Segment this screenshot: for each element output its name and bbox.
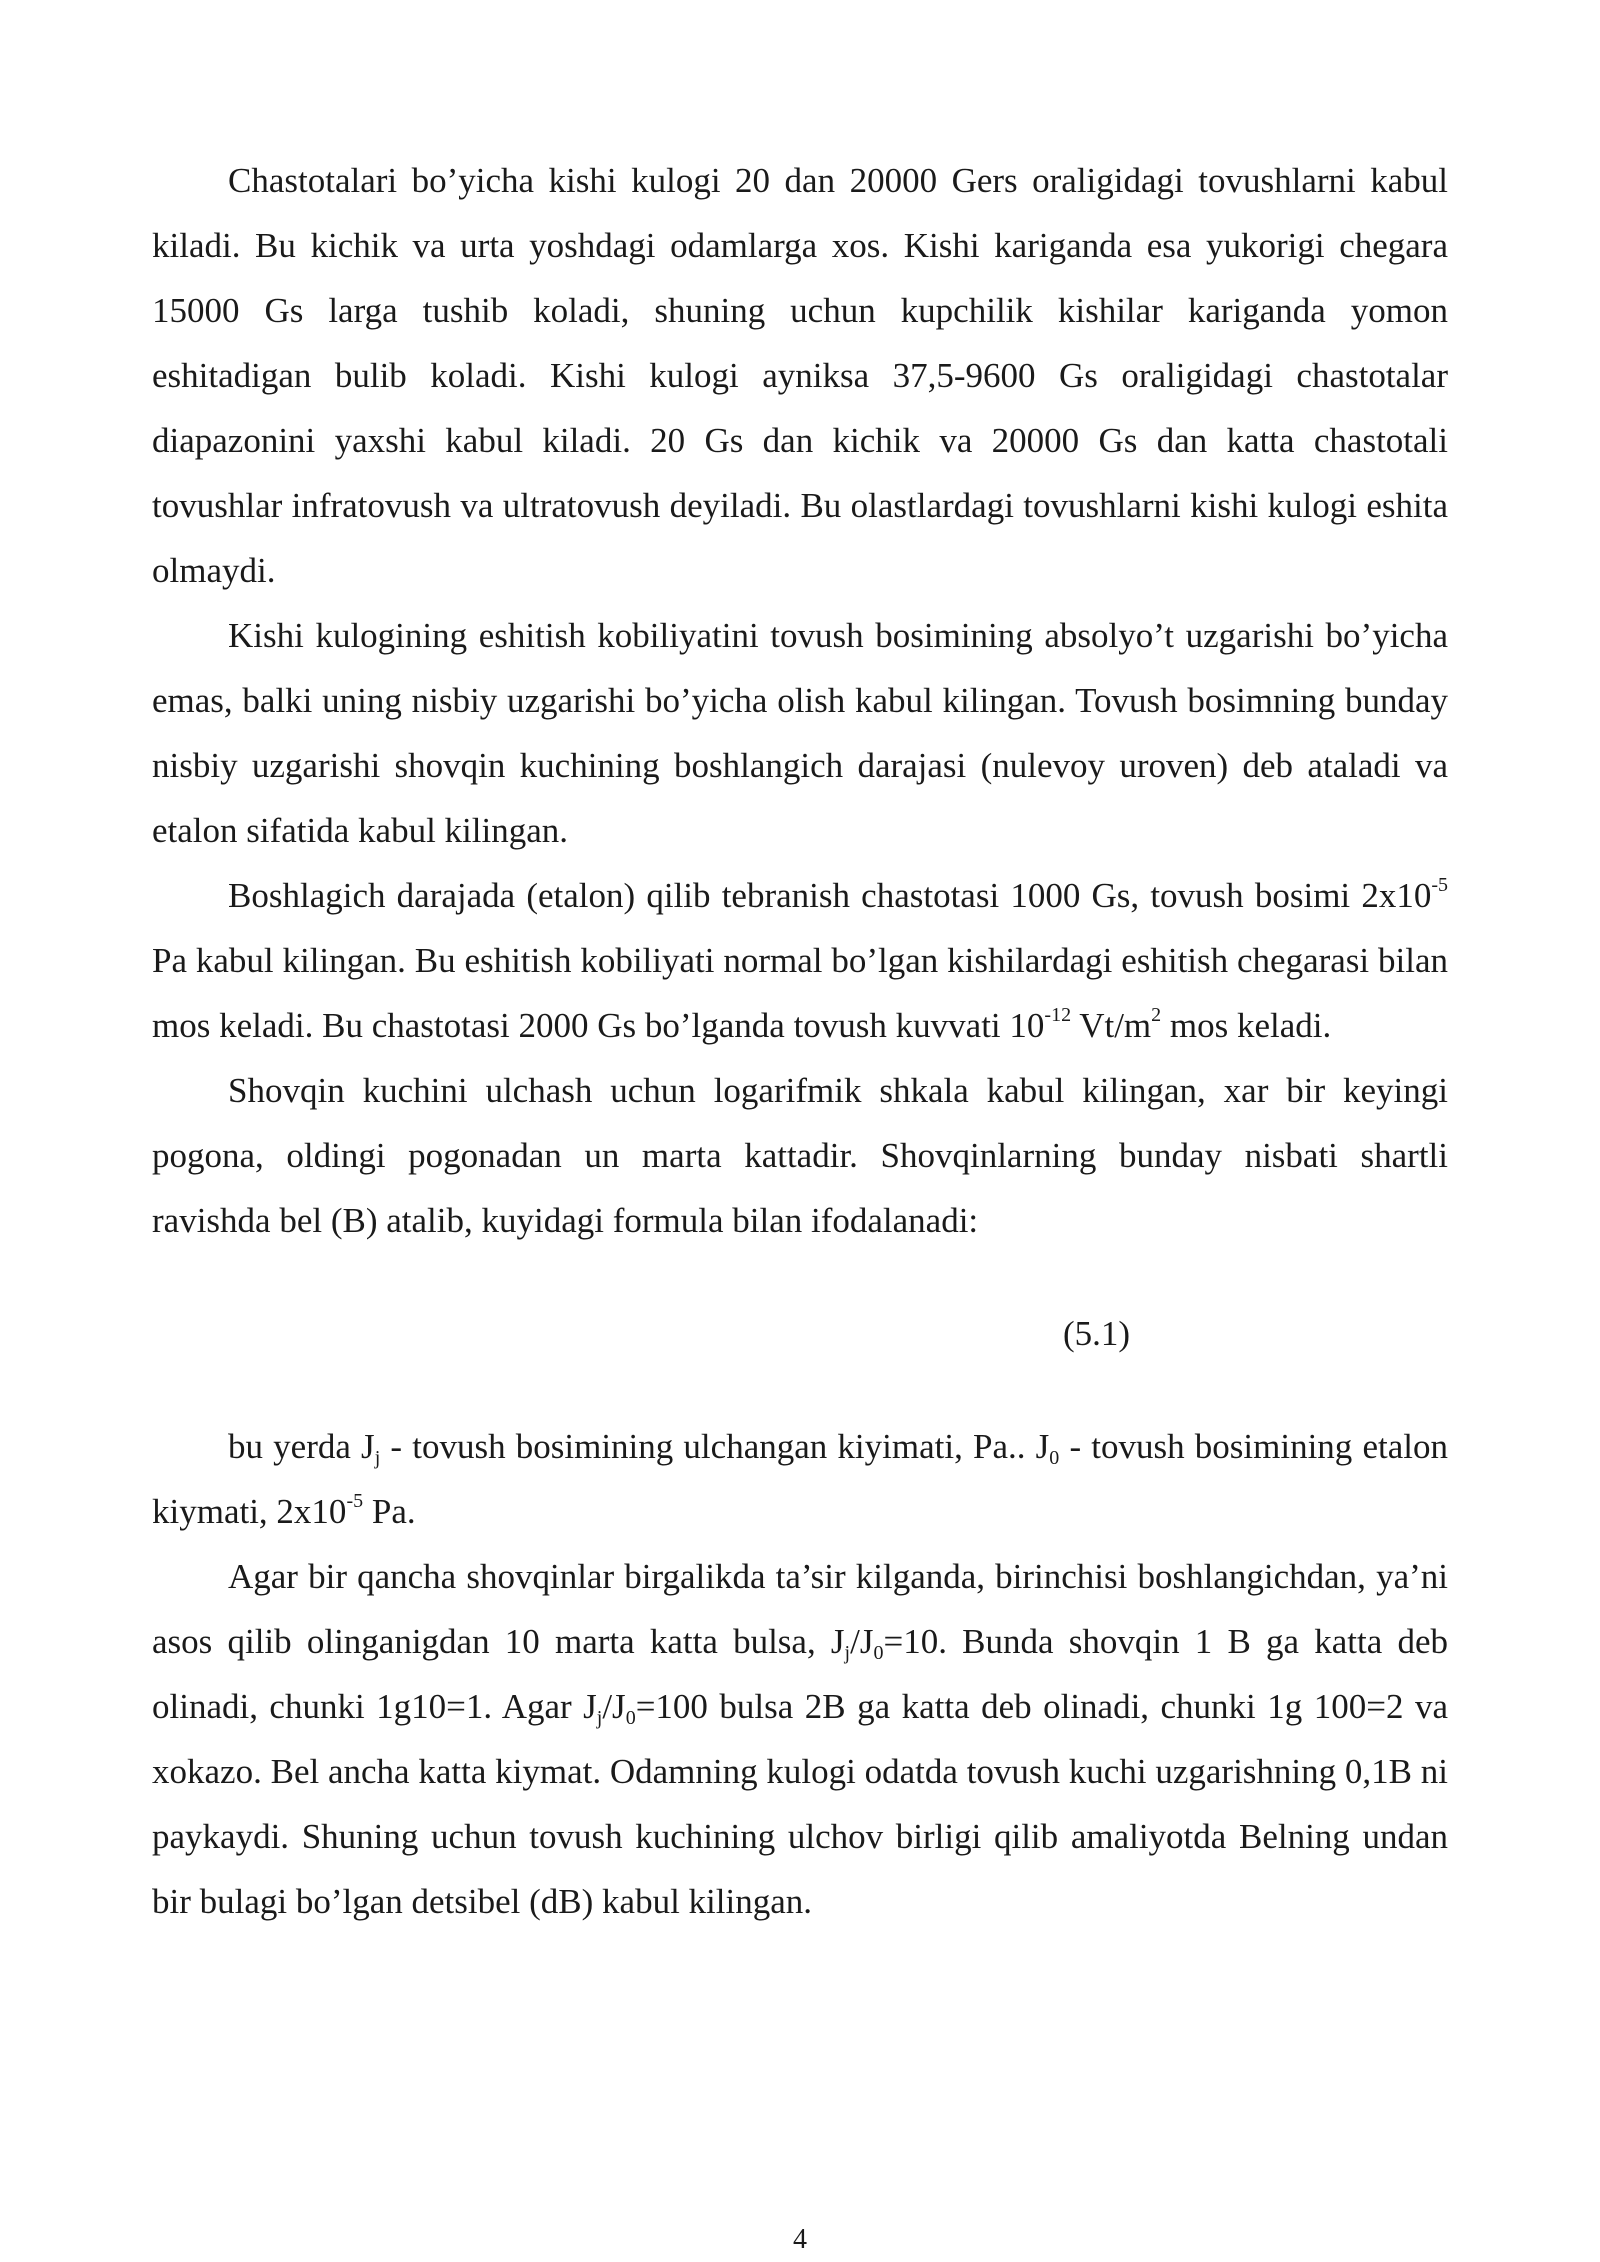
- text-segment: Pa.: [363, 1492, 416, 1531]
- text-segment: - tovush bosimining ulchangan kiyimati, Pa.. J: [380, 1427, 1050, 1466]
- paragraph-reference-level: [152, 863, 1448, 1058]
- paragraph-text: Chastotalari bo’yicha kishi kulogi 20 dan 20000 Gers oraligidagi tovushlarni kabul kiladi. Bu kichik va urta yoshdagi odamlarga xos. Kishi kariganda esa yukorigi chegara 15000 Gs larga tushib koladi, shuning uchun kupchilik kishilar kariganda yomon eshitadigan bulib koladi. Kishi kulogi ayniksa 37,5-9600 Gs oraligidagi chastotalar diapazonini yaxshi kabul kiladi. 20 Gs dan kichik va 20000 Gs dan katta chastotali tovushlar infratovush va ultratovush deyiladi. Bu olastlardagi tovushlarni kishi kulogi eshita olmaydi.: [152, 161, 1448, 590]
- superscript: -12: [1044, 1004, 1072, 1026]
- text-segment: /J: [602, 1687, 626, 1726]
- text-segment: Agar bir qancha shovqinlar birgalikda ta’sir kilganda, birinchisi boshlangichdan, ya’ni asos qilib olinganigdan 10 marta katta bulsa, J: [152, 1557, 1448, 1661]
- page-number: 4: [793, 2224, 807, 2255]
- text-segment: /J: [850, 1622, 874, 1661]
- paragraph-frequency-range: [152, 148, 1448, 603]
- subscript: 0: [873, 1642, 884, 1664]
- subscript: 0: [1049, 1447, 1060, 1469]
- formula-block: [152, 1301, 1448, 1366]
- text-segment: =100 bulsa 2B ga katta deb olinadi, chunki 1g 100=2 va xokazo. Bel ancha katta kiymat. Odamning kulogi odatda tovush kuchi uzgarishning 0,1B ni paykaydi. Shuning uchun tovush kuchining ulchov birligi qilib amaliyotda Belning undan bir bulagi bo’lgan detsibel (dB) kabul kilingan.: [152, 1687, 1448, 1921]
- superscript: -5: [1431, 874, 1448, 896]
- paragraph-log-scale: [152, 1058, 1448, 1253]
- subscript: j: [844, 1642, 851, 1664]
- subscript: j: [596, 1707, 603, 1729]
- subscript: 0: [625, 1707, 636, 1729]
- superscript: -5: [346, 1490, 364, 1512]
- superscript: 2: [1151, 1004, 1162, 1026]
- formula-number: (5.1): [1063, 1314, 1131, 1353]
- document-page: [152, 148, 1448, 1934]
- text-segment: Vt/m: [1071, 1006, 1152, 1045]
- text-segment: Pa kabul kilingan. Bu eshitish kobiliyati normal bo’lgan kishilardagi eshitish chegarasi bilan mos keladi. Bu chastotasi 2000 Gs bo’lganda tovush kuvvati 10: [152, 941, 1448, 1045]
- paragraph-text: Kishi kulogining eshitish kobiliyatini tovush bosimining absolyo’t uzgarishi bo’yicha emas, balki uning nisbiy uzgarishi bo’yicha olish kabul kilingan. Tovush bosimning bunday nisbiy uzgarishi shovqin kuchining boshlangich darajasi (nulevoy uroven) deb ataladi va etalon sifatida kabul kilingan.: [152, 616, 1448, 850]
- paragraph-relative-pressure: [152, 603, 1448, 863]
- subscript: j: [374, 1447, 381, 1469]
- text-segment: mos keladi.: [1161, 1006, 1332, 1045]
- text-segment: =10. Bunda shovqin 1 B ga katta deb olinadi, chunki 1g10=1. Agar J: [152, 1622, 1448, 1726]
- paragraph-decibel: [152, 1544, 1448, 1934]
- paragraph-text: Shovqin kuchini ulchash uchun logarifmik shkala kabul kilingan, xar bir keyingi pogona, oldingi pogonadan un marta kattadir. Shovqinlarning bunday nisbati shartli ravishda bel (B) atalib, kuyidagi formula bilan ifodalanadi:: [152, 1071, 1448, 1240]
- text-segment: Boshlagich darajada (etalon) qilib tebranish chastotasi 1000 Gs, tovush bosimi 2x10: [228, 876, 1432, 915]
- paragraph-formula-legend: [152, 1414, 1448, 1544]
- text-segment: bu yerda J: [228, 1427, 375, 1466]
- text-segment: - tovush bosimining etalon kiymati, 2x10: [152, 1427, 1448, 1531]
